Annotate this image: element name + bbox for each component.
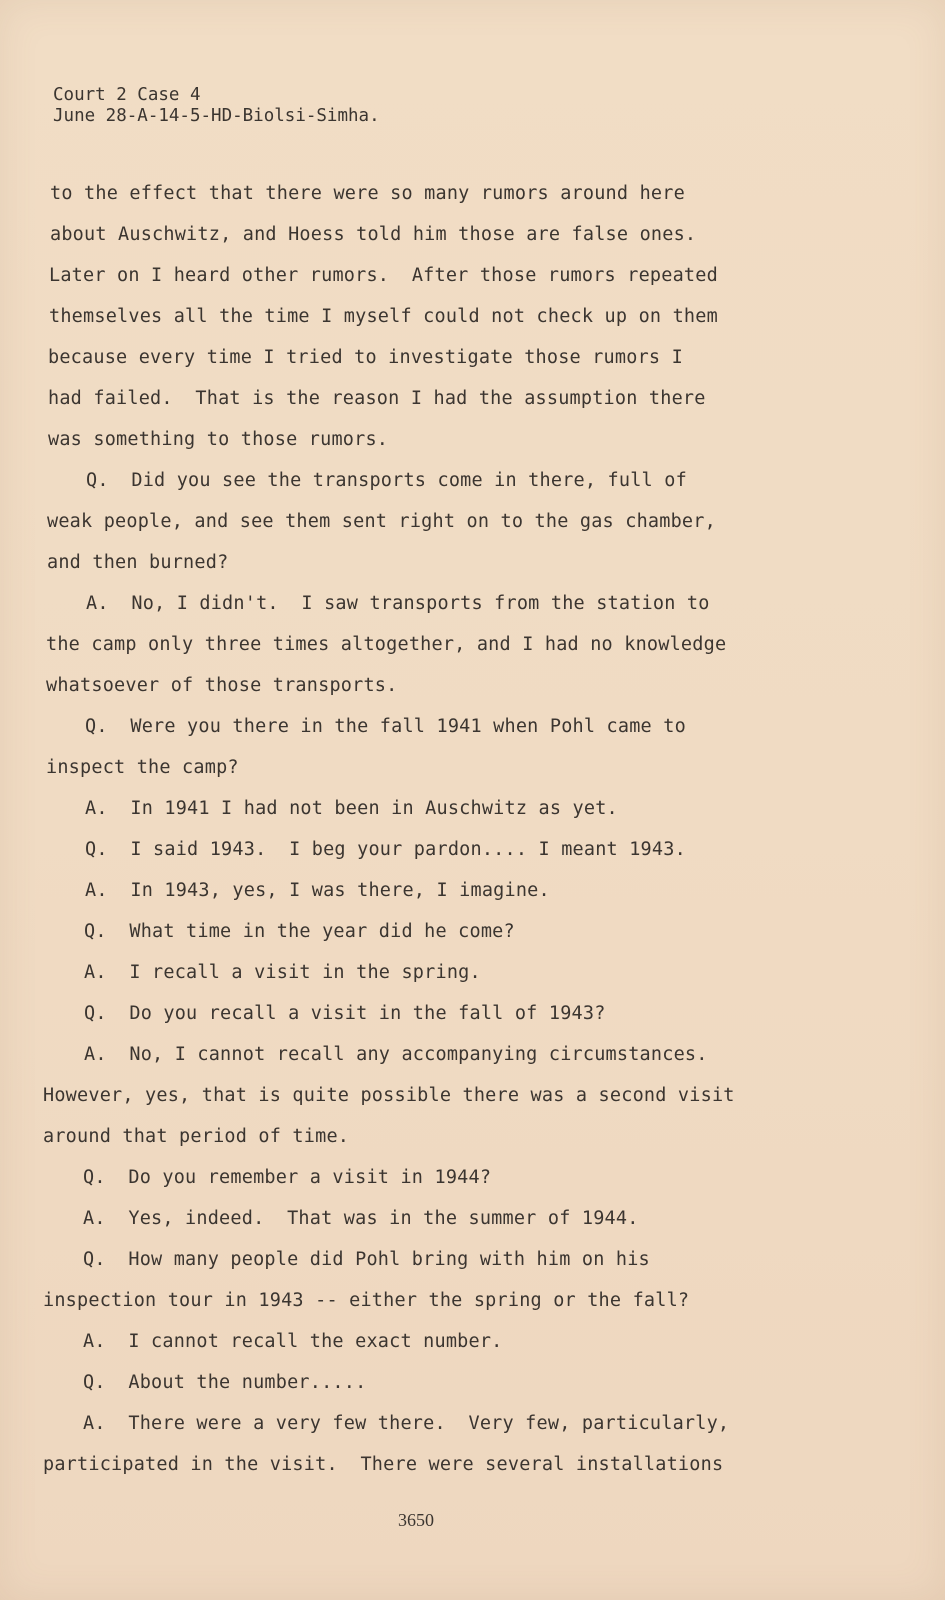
text-line: However, yes, that is quite possible there was a second visit	[43, 1085, 735, 1106]
text-line: whatsoever of those transports.	[46, 675, 398, 696]
transcript-reference: June 28-A-14-5-HD-Biolsi-Simha.	[53, 106, 380, 126]
text-line: Later on I heard other rumors. After those rumors repeated	[49, 265, 718, 286]
question-line: Q. Were you there in the fall 1941 when Pohl came to	[85, 716, 686, 737]
question-line: Q. Do you recall a visit in the fall of 1943?	[84, 1003, 606, 1024]
answer-line: A. No, I cannot recall any accompanying circumstances.	[84, 1044, 708, 1065]
text-line: inspection tour in 1943 -- either the spring or the fall?	[43, 1290, 690, 1311]
document-header	[53, 85, 380, 127]
text-line: had failed. That is the reason I had the assumption there	[48, 388, 706, 409]
text-line: around that period of time.	[43, 1126, 350, 1147]
text-line: and then burned?	[47, 552, 229, 573]
answer-line: A. No, I didn't. I saw transports from the station to	[86, 593, 710, 614]
answer-line: A. Yes, indeed. That was in the summer of 1944.	[83, 1208, 639, 1229]
text-line: participated in the visit. There were several installations	[43, 1454, 724, 1475]
answer-line: A. I recall a visit in the spring.	[84, 962, 481, 983]
text-line: weak people, and see them sent right on to the gas chamber,	[47, 511, 716, 532]
court-case-label: Court 2 Case 4	[53, 85, 201, 105]
page-number: 3650	[398, 1510, 434, 1530]
text-line: themselves all the time I myself could not check up on them	[49, 306, 718, 327]
answer-line: A. There were a very few there. Very few, particularly,	[83, 1413, 730, 1434]
question-line: Q. How many people did Pohl bring with him on his	[83, 1249, 650, 1270]
text-line: inspect the camp?	[46, 757, 239, 778]
answer-line: A. I cannot recall the exact number.	[83, 1331, 503, 1352]
answer-line: A. In 1943, yes, I was there, I imagine.	[85, 880, 550, 901]
text-line: to the effect that there were so many rumors around here	[50, 183, 685, 204]
question-line: Q. What time in the year did he come?	[84, 921, 515, 942]
question-line: Q. Do you remember a visit in 1944?	[83, 1167, 492, 1188]
text-line: because every time I tried to investigate those rumors I	[48, 347, 683, 368]
question-line: Q. I said 1943. I beg your pardon.... I meant 1943.	[85, 839, 686, 860]
text-line: the camp only three times altogether, and I had no knowledge	[46, 634, 727, 655]
question-line: Q. Did you see the transports come in there, full of	[86, 470, 687, 491]
text-line: about Auschwitz, and Hoess told him those are false ones.	[50, 224, 697, 245]
text-line: was something to those rumors.	[48, 429, 389, 450]
question-line: Q. About the number.....	[83, 1372, 367, 1393]
answer-line: A. In 1941 I had not been in Auschwitz as yet.	[85, 798, 618, 819]
